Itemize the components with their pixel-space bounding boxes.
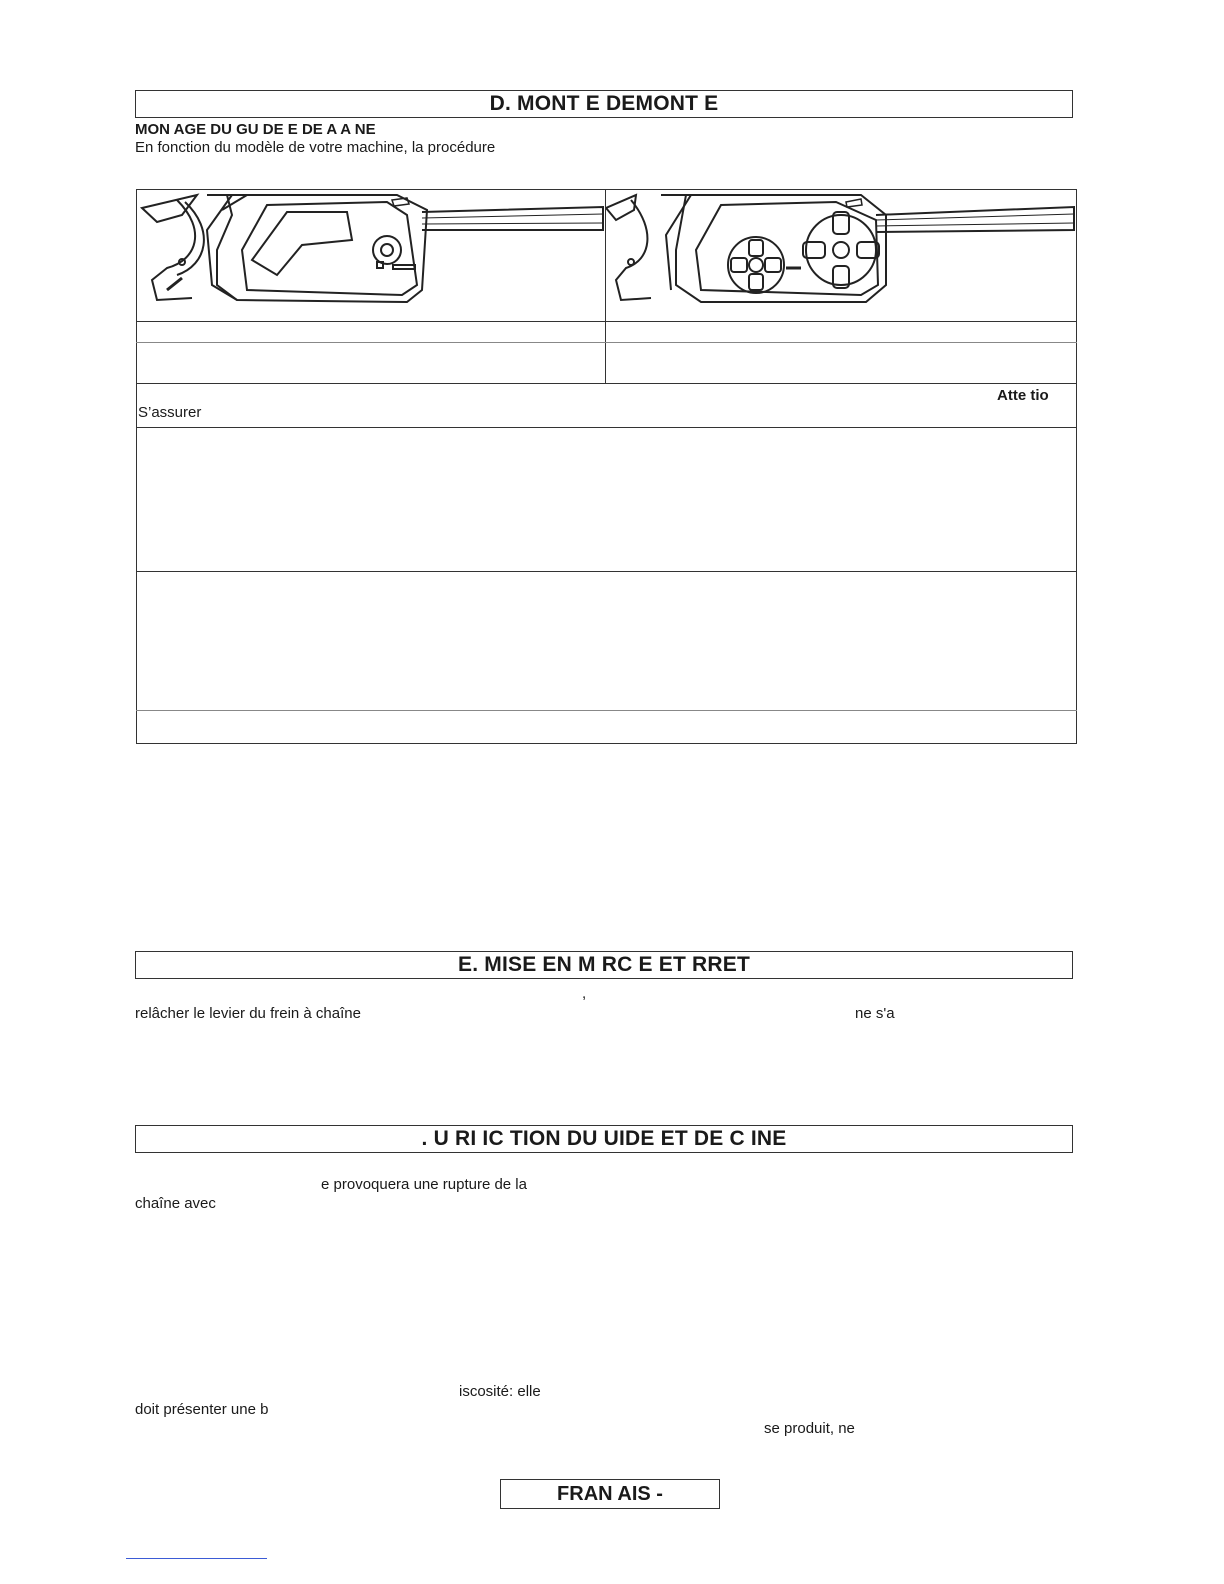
section-e-title-text: E. MISE EN M RC E ET RRET bbox=[457, 953, 751, 976]
chainsaw-illustration-right bbox=[606, 190, 1076, 321]
section-d-title bbox=[135, 90, 1073, 118]
footer-link-underline bbox=[126, 1558, 267, 1559]
lubrication-viscosity: iscosité: elle bbox=[459, 1383, 541, 1400]
start-stop-comma: , bbox=[582, 985, 587, 1002]
section-e-title bbox=[135, 951, 1073, 979]
start-stop-line-right: ne s'a bbox=[855, 1005, 895, 1022]
mounting-intro: En fonction du modèle de votre machine, la procédure bbox=[135, 139, 496, 156]
attention-label: Atte tio bbox=[997, 387, 1049, 404]
footer-language-box bbox=[500, 1479, 720, 1509]
lubrication-line3: doit présenter une b bbox=[135, 1401, 269, 1418]
attention-text: S’assurer bbox=[138, 404, 202, 421]
footer-language-label: FRAN AIS - bbox=[557, 1482, 663, 1505]
start-stop-line-left: relâcher le levier du frein à chaîne bbox=[135, 1005, 361, 1022]
lubrication-line4: se produit, ne bbox=[764, 1420, 855, 1437]
chainsaw-illustration-left bbox=[137, 190, 605, 321]
section-f-title-text: . U RI IC TION DU UIDE ET DE C INE bbox=[421, 1127, 787, 1150]
mounting-subtitle: MON AGE DU GU DE E DE A A NE bbox=[135, 121, 376, 138]
section-d-title-text: D. MONT E DEMONT E bbox=[489, 92, 719, 115]
lubrication-line2: chaîne avec bbox=[135, 1195, 216, 1212]
section-f-title bbox=[135, 1125, 1073, 1153]
lubrication-line1: e provoquera une rupture de la bbox=[321, 1176, 527, 1193]
